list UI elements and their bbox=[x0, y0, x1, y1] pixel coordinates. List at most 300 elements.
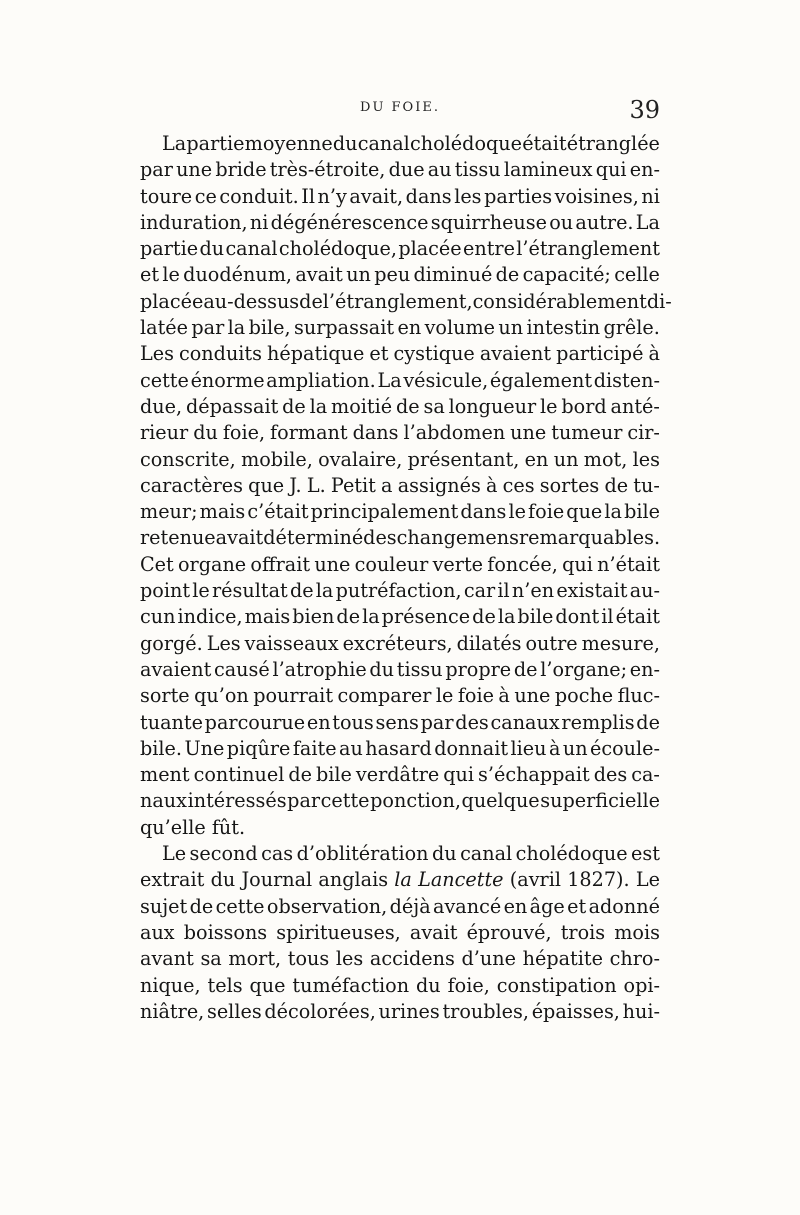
word: accidens bbox=[369, 947, 455, 971]
word: ni bbox=[641, 184, 660, 208]
word: le bbox=[435, 684, 454, 708]
word: Une bbox=[184, 736, 225, 760]
word: dans bbox=[460, 500, 507, 524]
word: avait bbox=[409, 920, 458, 944]
text-line bbox=[140, 552, 660, 578]
word: la bbox=[394, 868, 412, 892]
word: la bbox=[604, 500, 622, 524]
word: indice, bbox=[177, 605, 243, 629]
word: couleur bbox=[354, 552, 429, 576]
word: foie, bbox=[222, 421, 266, 445]
word: du bbox=[416, 973, 441, 997]
word: second bbox=[189, 842, 258, 866]
word: les bbox=[454, 184, 482, 208]
word: n’en bbox=[511, 579, 555, 603]
word: foie bbox=[528, 500, 565, 524]
word: ment bbox=[140, 763, 190, 787]
text-line bbox=[140, 815, 660, 841]
word: n’y bbox=[317, 184, 347, 208]
word: conduit. bbox=[219, 184, 299, 208]
word: La bbox=[635, 210, 660, 234]
word: l’étranglement, bbox=[322, 289, 473, 313]
word: il bbox=[601, 605, 614, 629]
word: de bbox=[288, 763, 312, 787]
word: causé bbox=[213, 657, 270, 681]
word: aux bbox=[140, 920, 175, 944]
word: le bbox=[540, 394, 558, 418]
word: offrait bbox=[250, 552, 311, 576]
word: présence bbox=[381, 605, 471, 629]
word: à bbox=[486, 473, 498, 497]
word: remarquables. bbox=[518, 526, 661, 550]
word: propre bbox=[445, 657, 512, 681]
word: formant bbox=[270, 421, 348, 445]
word: continuel bbox=[193, 763, 285, 787]
word: un bbox=[498, 316, 524, 340]
word: cas bbox=[261, 842, 294, 866]
word: le bbox=[192, 579, 210, 603]
word: cette bbox=[215, 894, 265, 918]
word: de bbox=[336, 605, 361, 629]
text-line bbox=[140, 578, 660, 604]
word: naux bbox=[140, 789, 187, 813]
word: J. bbox=[289, 473, 302, 497]
word: placée bbox=[140, 289, 204, 313]
text-line bbox=[140, 525, 660, 551]
word: ce bbox=[194, 184, 217, 208]
word: cette bbox=[140, 368, 189, 392]
text-line bbox=[140, 683, 660, 709]
word: partie bbox=[186, 132, 245, 155]
word: cholédoque, bbox=[278, 237, 397, 261]
word: avancé bbox=[433, 894, 502, 918]
word: anté- bbox=[610, 394, 660, 418]
word: l’organe; bbox=[540, 657, 628, 681]
word: la bbox=[227, 316, 246, 340]
word: (avril bbox=[509, 868, 561, 892]
word: comparer bbox=[337, 684, 432, 708]
word: chro- bbox=[609, 947, 660, 971]
word: écoule- bbox=[590, 736, 660, 760]
word: placée bbox=[398, 237, 462, 261]
word: du bbox=[431, 842, 457, 866]
word: de bbox=[395, 394, 420, 418]
word: la bbox=[497, 605, 516, 629]
text-line bbox=[140, 368, 660, 394]
word: intéressés bbox=[187, 789, 287, 813]
word: urines bbox=[378, 999, 440, 1023]
word: présentant, bbox=[407, 447, 520, 471]
word: au bbox=[339, 736, 363, 760]
word: par bbox=[287, 789, 321, 813]
word: de bbox=[513, 657, 538, 681]
word: à bbox=[548, 736, 561, 760]
word: un bbox=[553, 447, 579, 471]
word: parties bbox=[484, 184, 553, 208]
word: à bbox=[648, 342, 660, 366]
word: de bbox=[472, 605, 496, 629]
word: participé bbox=[556, 342, 644, 366]
text-line bbox=[140, 657, 660, 683]
word: résultat bbox=[211, 579, 288, 603]
word: dans bbox=[405, 184, 452, 208]
word: ovalaire, bbox=[318, 447, 403, 471]
word: putréfaction, bbox=[335, 579, 462, 603]
word: des bbox=[363, 526, 397, 550]
word: en bbox=[503, 894, 528, 918]
word: s’échappait bbox=[478, 763, 590, 787]
text-line bbox=[140, 499, 660, 525]
word: du bbox=[332, 132, 358, 155]
word: surpassait bbox=[294, 316, 395, 340]
word: superficielle bbox=[540, 789, 660, 813]
word: pourrait bbox=[253, 684, 334, 708]
word: sa bbox=[200, 947, 222, 971]
word: le bbox=[162, 263, 180, 287]
word: L. bbox=[306, 473, 326, 497]
word: qu’on bbox=[194, 684, 249, 708]
word: sens bbox=[375, 710, 419, 734]
word: voisines, bbox=[554, 184, 639, 208]
word: La bbox=[162, 132, 187, 155]
word: de bbox=[636, 710, 660, 734]
word: avait, bbox=[349, 184, 404, 208]
word: a bbox=[381, 473, 393, 497]
word: qu’elle bbox=[140, 815, 212, 839]
word: conscrite, bbox=[140, 447, 236, 471]
word: canal bbox=[357, 132, 410, 155]
word: n’était bbox=[597, 552, 660, 576]
word: des bbox=[455, 710, 489, 734]
word: une bbox=[514, 684, 551, 708]
word: hépatique bbox=[267, 342, 365, 366]
word: faite bbox=[292, 736, 337, 760]
running-title: DU FOIE. bbox=[360, 100, 440, 115]
word: ca- bbox=[631, 763, 660, 787]
word: cholédoque bbox=[515, 842, 628, 866]
word: énorme bbox=[190, 368, 265, 392]
word: donnait bbox=[434, 736, 509, 760]
word: la bbox=[309, 394, 328, 418]
word: une bbox=[314, 552, 351, 576]
word: mot, bbox=[583, 447, 628, 471]
word: l’étranglement bbox=[516, 237, 660, 261]
word: mort, bbox=[228, 947, 282, 971]
word: Les bbox=[206, 631, 241, 655]
text-line bbox=[140, 341, 660, 367]
word: par bbox=[191, 316, 225, 340]
text-line bbox=[140, 920, 660, 946]
word: Journal bbox=[241, 868, 313, 892]
word: est bbox=[631, 842, 660, 866]
word: meur; bbox=[140, 500, 198, 524]
word: cette bbox=[320, 789, 370, 813]
word: un bbox=[562, 736, 588, 760]
word: d’oblitération bbox=[296, 842, 429, 866]
text-line bbox=[140, 315, 660, 341]
word: piqûre bbox=[226, 736, 291, 760]
text-line bbox=[140, 447, 660, 473]
word: les bbox=[632, 447, 660, 471]
word: diminué bbox=[413, 263, 493, 287]
word: cir- bbox=[627, 421, 660, 445]
word: foie, bbox=[447, 973, 490, 997]
text-line bbox=[140, 210, 660, 236]
text-line bbox=[140, 894, 660, 920]
word: tu- bbox=[633, 473, 660, 497]
word: niâtre, bbox=[140, 999, 205, 1023]
text-line bbox=[140, 631, 660, 657]
word: bile bbox=[517, 605, 554, 629]
word: du bbox=[369, 657, 395, 681]
word: c’était bbox=[247, 500, 309, 524]
word: hui- bbox=[622, 999, 660, 1023]
word: ponction, bbox=[370, 789, 461, 813]
word: sujet bbox=[140, 894, 188, 918]
word: foncée, bbox=[487, 552, 558, 576]
word: mais bbox=[244, 605, 291, 629]
word: anglais bbox=[318, 868, 389, 892]
word: au-dessus bbox=[203, 289, 300, 313]
word: troubles, bbox=[442, 999, 529, 1023]
word: boissons bbox=[183, 920, 268, 944]
word: que bbox=[566, 500, 603, 524]
word: hasard bbox=[365, 736, 432, 760]
word: opi- bbox=[623, 973, 660, 997]
word: peu bbox=[374, 263, 411, 287]
word: verte bbox=[432, 552, 484, 576]
word: remplis bbox=[561, 710, 635, 734]
word: trois bbox=[560, 920, 606, 944]
word: tous bbox=[332, 710, 374, 734]
word: qui bbox=[595, 158, 627, 182]
word: bile bbox=[315, 763, 352, 787]
word: du bbox=[199, 237, 225, 261]
word: avaient bbox=[479, 342, 552, 366]
word: qui bbox=[562, 552, 593, 576]
word: que bbox=[249, 973, 286, 997]
word: le bbox=[508, 500, 526, 524]
word: outre bbox=[525, 631, 578, 655]
word: di- bbox=[646, 289, 672, 313]
word: conduits bbox=[179, 342, 262, 366]
word: de bbox=[604, 473, 629, 497]
word: du bbox=[210, 868, 236, 892]
word: mesure, bbox=[581, 631, 660, 655]
word: rieur bbox=[140, 421, 189, 445]
word: 1827). bbox=[567, 868, 630, 892]
word: existait bbox=[556, 579, 628, 603]
running-head bbox=[140, 96, 660, 126]
word: les bbox=[335, 947, 364, 971]
word: assignés bbox=[397, 473, 481, 497]
word: en- bbox=[629, 657, 660, 681]
word: très-étroite, bbox=[269, 158, 386, 182]
text-line bbox=[140, 841, 660, 867]
word: sa bbox=[423, 394, 445, 418]
word: avant bbox=[140, 947, 194, 971]
word: foie bbox=[457, 684, 494, 708]
page-number: 39 bbox=[629, 96, 660, 124]
word: épaisses, bbox=[531, 999, 620, 1023]
word: adonné bbox=[588, 894, 660, 918]
text-line bbox=[140, 736, 660, 762]
word: partie bbox=[140, 237, 199, 261]
text-line bbox=[140, 420, 660, 446]
word: ou bbox=[549, 210, 574, 234]
word: extrait bbox=[140, 868, 205, 892]
word: de bbox=[495, 263, 520, 287]
text-line bbox=[140, 394, 660, 420]
word: Le bbox=[162, 842, 187, 866]
word: que bbox=[248, 473, 285, 497]
word: dégénérescence bbox=[270, 210, 429, 234]
word: latée bbox=[140, 316, 188, 340]
word: sortes bbox=[539, 473, 600, 497]
word: ampliation. bbox=[266, 368, 376, 392]
word: volume bbox=[424, 316, 495, 340]
word: bien bbox=[292, 605, 335, 629]
text-line bbox=[140, 762, 660, 788]
word: et bbox=[369, 342, 389, 366]
word: des bbox=[593, 763, 628, 787]
word: selles bbox=[206, 999, 262, 1023]
word: moyenne bbox=[244, 132, 333, 155]
word: dont bbox=[555, 605, 600, 629]
word: déjà bbox=[389, 894, 431, 918]
word: en bbox=[397, 316, 422, 340]
text-line bbox=[140, 604, 660, 630]
word: en- bbox=[629, 158, 660, 182]
word: vaisseaux bbox=[244, 631, 339, 655]
text-line bbox=[140, 473, 660, 499]
word: quelque bbox=[461, 789, 540, 813]
word: en bbox=[524, 447, 549, 471]
word: longueur bbox=[448, 394, 537, 418]
word: une bbox=[176, 158, 213, 182]
word: tissu bbox=[396, 657, 443, 681]
word: duodénum, bbox=[183, 263, 293, 287]
word: nique, bbox=[140, 973, 201, 997]
word: fût. bbox=[211, 815, 246, 839]
word: mais bbox=[199, 500, 246, 524]
word: avait bbox=[215, 526, 264, 550]
text-line bbox=[140, 946, 660, 972]
word: bile, bbox=[248, 316, 291, 340]
word: Il bbox=[301, 184, 315, 208]
word: tuméfaction bbox=[292, 973, 410, 997]
word: point bbox=[140, 579, 191, 603]
word: parcourue bbox=[204, 710, 306, 734]
word: décolorées, bbox=[264, 999, 376, 1023]
word: intestin bbox=[526, 316, 601, 340]
word: de bbox=[289, 579, 314, 603]
word: dilatés bbox=[456, 631, 522, 655]
text-line bbox=[140, 867, 660, 893]
word: du bbox=[193, 421, 218, 445]
word: bile bbox=[624, 500, 660, 524]
word: Petit bbox=[330, 473, 376, 497]
word: considérablement bbox=[472, 289, 647, 313]
word: spiritueuses, bbox=[276, 920, 401, 944]
text-line bbox=[140, 262, 660, 288]
word: gorgé. bbox=[140, 631, 203, 655]
text-line bbox=[140, 131, 660, 157]
word: une bbox=[510, 421, 547, 445]
word: changemens bbox=[396, 526, 519, 550]
word: lieu bbox=[510, 736, 547, 760]
word: un bbox=[346, 263, 371, 287]
word: observation, bbox=[266, 894, 388, 918]
text-line bbox=[140, 157, 660, 183]
text-line bbox=[140, 999, 660, 1025]
word: la bbox=[315, 579, 334, 603]
word: mobile, bbox=[241, 447, 313, 471]
word: constipation bbox=[496, 973, 617, 997]
word: canaux bbox=[490, 710, 560, 734]
word: âge bbox=[529, 894, 565, 918]
word: la bbox=[362, 605, 380, 629]
word: étranglée bbox=[566, 132, 660, 155]
word: grêle. bbox=[603, 316, 660, 340]
word: capacité; bbox=[522, 263, 611, 287]
word: ni bbox=[249, 210, 269, 234]
word: canal bbox=[225, 237, 278, 261]
word: verdâtre bbox=[355, 763, 440, 787]
word: par bbox=[420, 710, 454, 734]
word: à bbox=[498, 684, 510, 708]
word: squirrheuse bbox=[430, 210, 547, 234]
word: retenue bbox=[140, 526, 216, 550]
word: La bbox=[377, 368, 402, 392]
word: cun bbox=[140, 605, 176, 629]
text-line bbox=[140, 973, 660, 999]
word: également bbox=[489, 368, 593, 392]
word: fluc- bbox=[617, 684, 660, 708]
word: entre bbox=[463, 237, 515, 261]
text-line bbox=[140, 289, 672, 315]
word: était bbox=[615, 605, 660, 629]
word: et bbox=[567, 894, 587, 918]
word: organe bbox=[178, 552, 247, 576]
word: qui bbox=[443, 763, 475, 787]
word: avaient bbox=[140, 657, 212, 681]
word: Les bbox=[140, 342, 174, 366]
word: Cet bbox=[140, 552, 174, 576]
word: éprouvé, bbox=[466, 920, 552, 944]
word: vésicule, bbox=[403, 368, 489, 392]
word: poche bbox=[554, 684, 614, 708]
word: cystique bbox=[393, 342, 475, 366]
text-line bbox=[140, 236, 660, 262]
word: celle bbox=[614, 263, 660, 287]
word: tissu bbox=[454, 158, 501, 182]
word: au- bbox=[629, 579, 660, 603]
word: de bbox=[299, 289, 323, 313]
word: sorte bbox=[140, 684, 190, 708]
word: due, bbox=[140, 394, 183, 418]
word: autre. bbox=[575, 210, 634, 234]
word: caractères bbox=[140, 473, 243, 497]
word: déterminé bbox=[263, 526, 364, 550]
word: bile. bbox=[140, 736, 183, 760]
word: excréteurs, bbox=[342, 631, 453, 655]
word: moitié bbox=[331, 394, 393, 418]
word: car bbox=[463, 579, 496, 603]
word: l’abdomen bbox=[403, 421, 506, 445]
word: cholédoque bbox=[410, 132, 522, 155]
word: au bbox=[427, 158, 452, 182]
